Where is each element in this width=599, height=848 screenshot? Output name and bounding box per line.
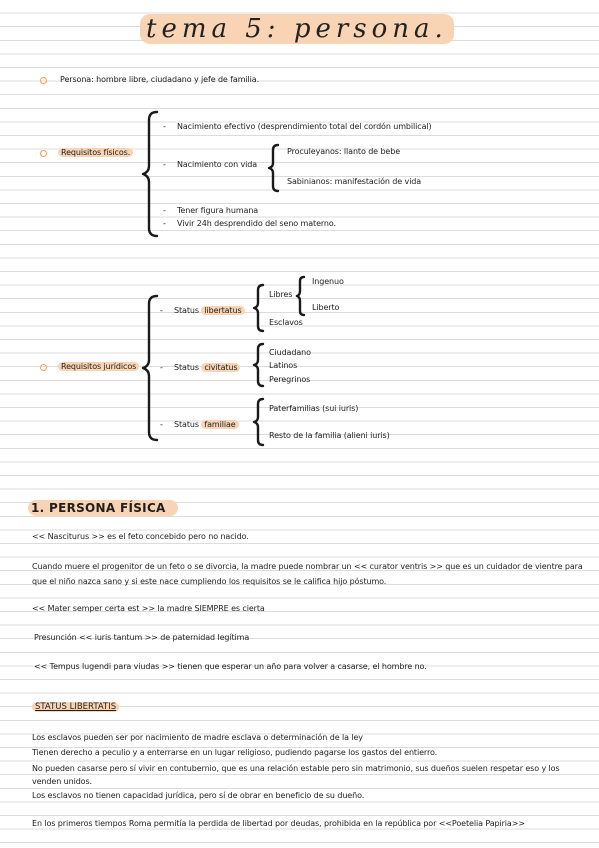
fisicos-label: Requisitos físicos. [58, 148, 133, 158]
section-heading: 1. PERSONA FÍSICA [28, 501, 178, 515]
vida-item: Sabinianos: manifestación de vida [287, 177, 422, 186]
fisicos-item: Vivir 24h desprendido del seno materno. [177, 219, 337, 228]
brace-icon [294, 275, 308, 317]
status-libertatus: Status libertatus [174, 306, 245, 316]
fisicos-item: Nacimiento efectivo (desprendimiento total del cordón umbilical) [177, 122, 432, 131]
title-text: tema 5: persona. [140, 14, 454, 44]
dash: - [160, 420, 163, 429]
fisicos-item: Tener figura humana [177, 206, 259, 215]
subsection-heading: STATUS LIBERTATIS [32, 702, 119, 712]
status-civitatus: Status civitatus [174, 363, 240, 373]
brace-icon [140, 110, 160, 238]
familiae-item: Resto de la familia (alieni iuris) [269, 431, 390, 440]
intro-line [60, 75, 259, 85]
liberto-label: Liberto [312, 303, 340, 312]
libertatis-line: En los primeros tiempos Roma permitía la perdida de libertad por deudas, prohibida en la república por <<Poetelia Papiria>> [32, 819, 525, 828]
libertatis-line: Los esclavos pueden ser por nacimiento de madre esclava o determinación de la ley [32, 733, 363, 742]
bullet-icon [40, 77, 47, 84]
dash: - [163, 122, 166, 131]
bullet-icon [40, 150, 47, 157]
section-line: que el niño nazca sano y si este nace cumpliendo los requisitos se le califica hijo póstumo. [32, 577, 387, 586]
dash: - [160, 306, 163, 315]
libertatis-line: No pueden casarse pero sí vivir en contubernio, que es una relación estable pero sin matrimonio, sus dueños suelen respetar eso y los [32, 764, 560, 773]
bullet-icon [40, 364, 47, 371]
brace-icon [140, 294, 160, 442]
civitatus-item: Ciudadano [269, 348, 311, 357]
brace-icon [251, 342, 267, 388]
dash: - [163, 219, 166, 228]
libertatis-line: Tienen derecho a peculio y a enterrarse en un lugar religioso, pudiendo pagarse los gastos del entierro. [32, 748, 438, 757]
libres-label: Libres [269, 290, 293, 299]
section-line: Cuando muere el progenitor de un feto o se divorcia, la madre puede nombrar un << curator ventris >> que es un cuidador de vientre para [32, 562, 583, 571]
libertatis-line: Los esclavos no tienen capacidad jurídica, pero sí de obrar en beneficio de su dueño. [32, 791, 365, 800]
section-line: << Mater semper certa est >> la madre SIEMPRE es cierta [32, 604, 265, 613]
esclavos-label: Esclavos [269, 318, 303, 327]
civitatus-item: Peregrinos [269, 375, 311, 384]
ingenuo-label: Ingenuo [312, 277, 344, 286]
section-line: << Tempus lugendi para viudas >> tienen que esperar un año para volver a casarse, el hombre no. [34, 662, 427, 671]
dash: - [160, 363, 163, 372]
section-line: Presunción << iuris tantum >> de paternidad legítima [34, 633, 250, 642]
dash: - [163, 206, 166, 215]
status-familiae: Status familiae [174, 420, 239, 430]
intro-text: : hombre libre, ciudadano y jefe de familia. [91, 75, 260, 84]
vida-item: Proculeyanos: llanto de bebe [287, 147, 401, 156]
section-line: << Nasciturus >> es el feto concebido pero no nacido. [32, 532, 249, 541]
brace-icon [251, 397, 267, 447]
brace-icon [251, 283, 267, 333]
intro-label: Persona [60, 75, 92, 84]
libertatis-line: venden unidos. [32, 777, 92, 786]
civitatus-item: Latinos [269, 361, 298, 370]
juridicos-label: Requisitos jurídicos [58, 362, 139, 372]
page-title [140, 14, 454, 44]
fisicos-item: Nacimiento con vida [177, 160, 258, 169]
familiae-item: Paterfamilias (sui iuris) [269, 404, 359, 413]
brace-icon [266, 143, 282, 193]
dash: - [163, 160, 166, 169]
